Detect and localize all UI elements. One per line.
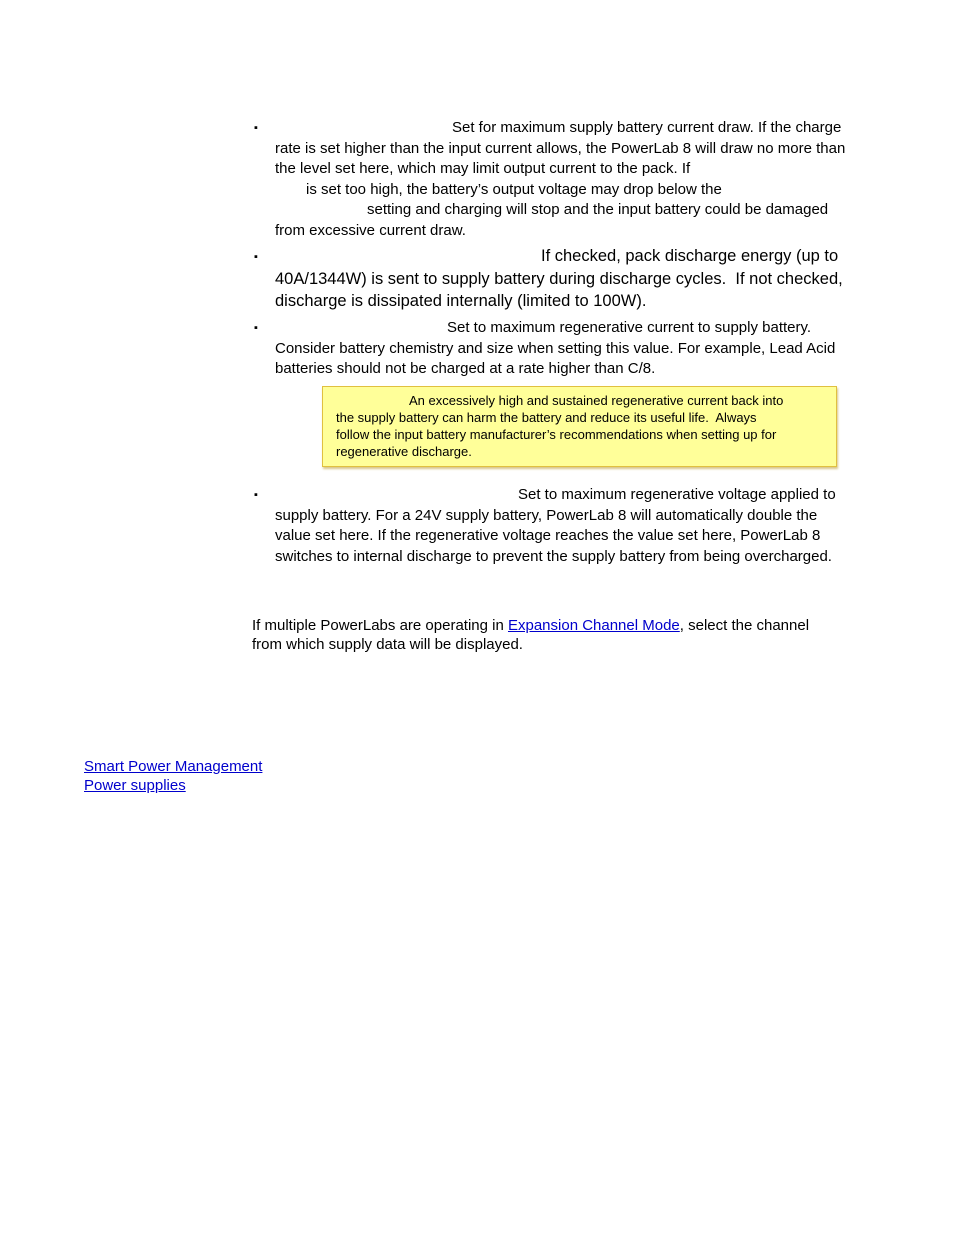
item-line: Consider battery chemistry and size when setting this value. For example, Lead Acid	[275, 339, 836, 357]
item-line: switches to internal discharge to prevent the supply battery from being overcharged.	[275, 547, 832, 565]
regen-voltage-item	[275, 485, 875, 567]
item-line: batteries should not be charged at a rate higher than C/8.	[275, 360, 656, 377]
note-line: the supply battery can harm the battery and reduce its useful life. Always	[336, 410, 757, 425]
note-line: regenerative discharge.	[336, 444, 472, 459]
regenerative-discharge-item	[275, 245, 875, 313]
item-line: setting and charging will stop and the input battery could be damaged	[367, 201, 829, 218]
smart-power-management-link[interactable]: Smart Power Management	[84, 758, 263, 775]
item-line: 40A/1344W) is sent to supply battery during discharge cycles. If not checked,	[275, 269, 843, 288]
power-supplies-link[interactable]: Power supplies	[84, 776, 186, 794]
note-line: follow the input battery manufacturer’s recommendations when setting up for	[336, 427, 777, 442]
item-line: supply battery. For a 24V supply battery, PowerLab 8 will automatically double the	[275, 506, 818, 524]
note-line: An excessively high and sustained regenerative current back into	[409, 393, 784, 408]
expansion-channel-mode-link[interactable]: Expansion Channel Mode	[507, 617, 680, 634]
regen-current-item	[275, 318, 875, 380]
item-line: If checked, pack discharge energy (up to	[541, 247, 839, 265]
item-line: Set to maximum regenerative current to supply battery.	[447, 319, 812, 336]
item-line: value set here. If the regenerative voltage reaches the value set here, PowerLab 8	[275, 527, 821, 544]
bullet-marker: ▪	[254, 122, 258, 134]
bullet-marker: ▪	[254, 251, 258, 263]
item-line: from excessive current draw.	[275, 221, 466, 239]
item-line: Set to maximum regenerative voltage applied to	[518, 486, 836, 503]
item-line: discharge is dissipated internally (limited to 100W).	[275, 292, 647, 310]
item-line: is set too high, the battery’s output voltage may drop below the	[306, 180, 722, 198]
item-line: rate is set higher than the input current allows, the PowerLab 8 will draw no more than	[275, 139, 846, 157]
bullet-marker: ▪	[254, 489, 258, 501]
supply-current-item	[275, 118, 875, 241]
related-links	[84, 758, 262, 795]
channel-paragraph	[252, 617, 872, 654]
caution-note-box	[322, 386, 837, 467]
item-line: Set for maximum supply battery current draw. If the charge	[452, 119, 842, 136]
bullet-marker: ▪	[254, 322, 258, 334]
channel-text: from which supply data will be displayed.	[252, 635, 523, 653]
channel-text: , select the channel	[679, 617, 810, 634]
item-line: the level set here, which may limit output current to the pack. If	[275, 160, 691, 177]
channel-text: If multiple PowerLabs are operating in	[252, 617, 508, 634]
